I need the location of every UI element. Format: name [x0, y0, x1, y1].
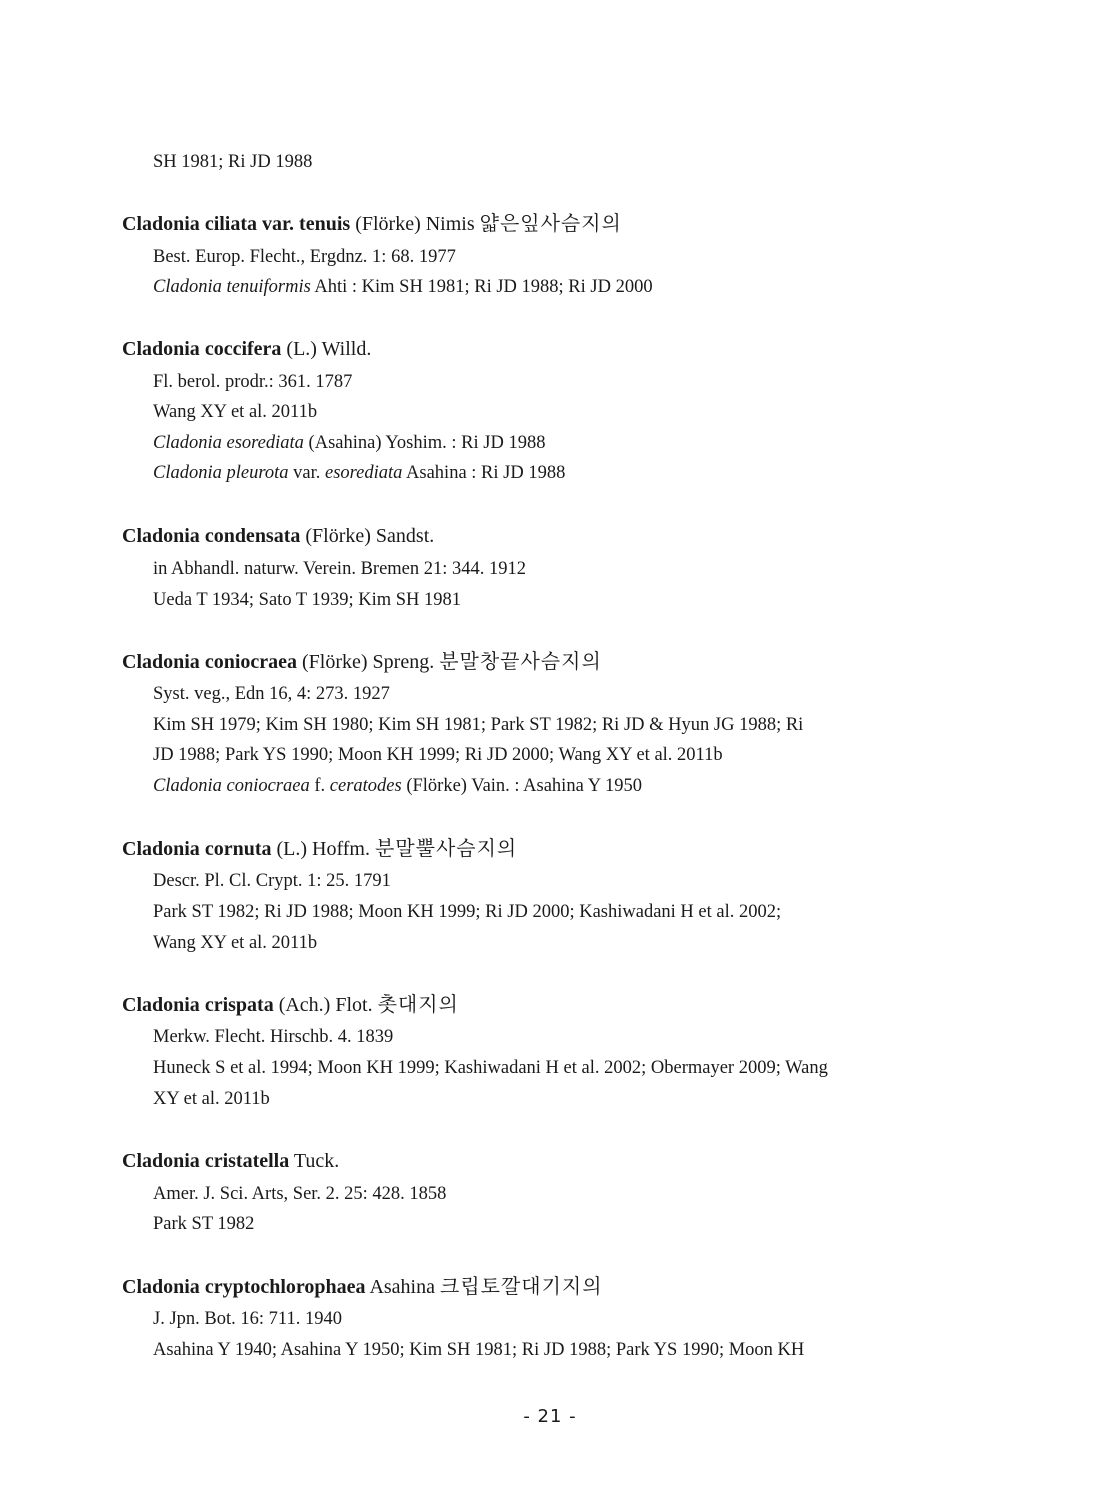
genus: Cladonia	[122, 994, 200, 1016]
record-line: Park ST 1982	[153, 1214, 255, 1234]
author: (L.) Willd.	[286, 338, 372, 360]
epithet: coniocraea	[204, 651, 297, 673]
syn-rest: (Flörke) Vain. : Asahina Y 1950	[406, 776, 643, 796]
carryover-line: SH 1981; Ri JD 1988	[153, 152, 313, 172]
record-line: Park ST 1982; Ri JD 1988; Moon KH 1999; Ri JD 2000; Kashiwadani H et al. 2002;	[153, 902, 782, 922]
species-heading	[122, 337, 371, 361]
syn-rest: (Asahina) Yoshim. : Ri JD 1988	[308, 433, 546, 453]
species-heading	[122, 836, 517, 861]
genus: Cladonia	[122, 651, 200, 673]
genus: Cladonia	[122, 213, 200, 235]
synonym-line	[153, 431, 545, 455]
korean-name: 크립토깔대기지의	[440, 1274, 603, 1298]
syn-infra-epithet: esorediata	[325, 463, 403, 483]
citation-line: Best. Europ. Flecht., Ergdnz. 1: 68. 1977	[153, 247, 456, 267]
epithet: coccifera	[204, 338, 282, 360]
syn-genus: Cladonia	[153, 776, 222, 796]
citation-line: Descr. Pl. Cl. Crypt. 1: 25. 1791	[153, 871, 391, 891]
syn-epithet: pleurota	[226, 463, 289, 483]
syn-rank: var.	[293, 463, 321, 483]
record-line: Wang XY et al. 2011b	[153, 933, 318, 953]
syn-genus: Cladonia	[153, 277, 222, 297]
author: (L.) Hoffm.	[276, 838, 370, 860]
epithet: cristatella	[204, 1150, 290, 1172]
epithet: cryptochlorophaea	[204, 1276, 366, 1298]
citation-line: Syst. veg., Edn 16, 4: 273. 1927	[153, 684, 390, 704]
syn-epithet: tenuiformis	[226, 277, 311, 297]
species-heading	[122, 524, 434, 548]
synonym-line	[153, 275, 653, 299]
syn-rank: f.	[314, 776, 326, 796]
epithet: ciliata var. tenuis	[204, 213, 351, 235]
record-line: Kim SH 1979; Kim SH 1980; Kim SH 1981; Park ST 1982; Ri JD & Hyun JG 1988; Ri	[153, 715, 804, 735]
syn-epithet: esorediata	[226, 433, 304, 453]
citation-line: Fl. berol. prodr.: 361. 1787	[153, 372, 353, 392]
epithet: cornuta	[204, 838, 272, 860]
record-line: XY et al. 2011b	[153, 1089, 270, 1109]
syn-genus: Cladonia	[153, 433, 222, 453]
korean-name: 분말창끝사슴지의	[439, 649, 602, 673]
epithet: condensata	[204, 525, 301, 547]
genus: Cladonia	[122, 338, 200, 360]
author: (Flörke) Sandst.	[305, 525, 435, 547]
author: Asahina	[369, 1276, 435, 1298]
species-heading	[122, 211, 622, 236]
synonym-line	[153, 461, 565, 485]
genus: Cladonia	[122, 1276, 200, 1298]
author: Tuck.	[293, 1150, 340, 1172]
record-line: Wang XY et al. 2011b	[153, 402, 318, 422]
record-line: Asahina Y 1940; Asahina Y 1950; Kim SH 1981; Ri JD 1988; Park YS 1990; Moon KH	[153, 1340, 805, 1360]
author: (Flörke) Nimis	[355, 213, 475, 235]
author: (Flörke) Spreng.	[302, 651, 435, 673]
genus: Cladonia	[122, 838, 200, 860]
page-number: - 21 -	[523, 1406, 577, 1427]
genus: Cladonia	[122, 1150, 200, 1172]
genus: Cladonia	[122, 525, 200, 547]
syn-rest: Ahti : Kim SH 1981; Ri JD 1988; Ri JD 2000	[314, 277, 653, 297]
species-heading	[122, 1274, 603, 1299]
citation-line: Amer. J. Sci. Arts, Ser. 2. 25: 428. 1858	[153, 1184, 447, 1204]
record-line: Huneck S et al. 1994; Moon KH 1999; Kashiwadani H et al. 2002; Obermayer 2009; Wang	[153, 1058, 828, 1078]
citation-line: J. Jpn. Bot. 16: 711. 1940	[153, 1309, 342, 1329]
species-heading	[122, 1149, 339, 1173]
record-line: Ueda T 1934; Sato T 1939; Kim SH 1981	[153, 590, 462, 610]
korean-name: 얇은잎사슴지의	[479, 211, 622, 235]
korean-name: 촛대지의	[377, 992, 459, 1016]
author: (Ach.) Flot.	[278, 994, 373, 1016]
species-heading	[122, 992, 459, 1017]
syn-rest: Asahina : Ri JD 1988	[406, 463, 566, 483]
synonym-line	[153, 774, 642, 798]
korean-name: 분말뿔사슴지의	[374, 836, 518, 860]
epithet: crispata	[204, 994, 274, 1016]
record-line: JD 1988; Park YS 1990; Moon KH 1999; Ri JD 2000; Wang XY et al. 2011b	[153, 745, 723, 765]
syn-genus: Cladonia	[153, 463, 222, 483]
syn-infra-epithet: ceratodes	[329, 776, 402, 796]
citation-line: in Abhandl. naturw. Verein. Bremen 21: 344. 1912	[153, 559, 527, 579]
citation-line: Merkw. Flecht. Hirschb. 4. 1839	[153, 1027, 394, 1047]
species-heading	[122, 649, 602, 674]
syn-epithet: coniocraea	[226, 776, 310, 796]
